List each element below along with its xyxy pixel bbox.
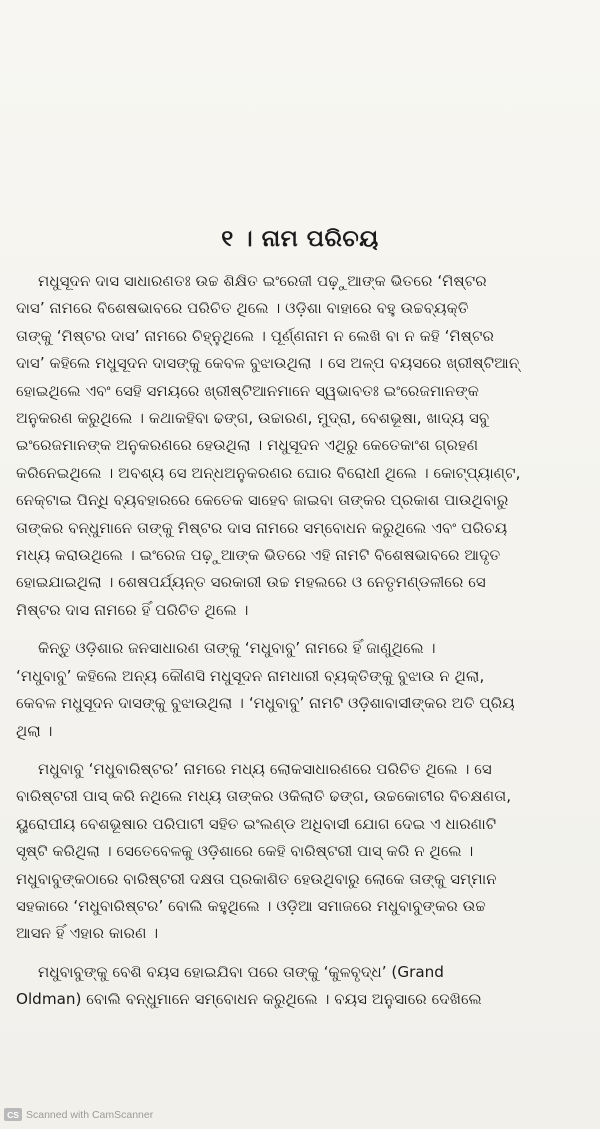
chapter-title: ୧ । ନାମ ପରିଚୟ [221, 226, 379, 252]
text-line: ସୃଷ୍ଟି କରିଥିଲା । ସେତେବେଳକୁ ଓଡ଼ିଶାରେ କେହି ବାରିଷ୍ଟରୀ ପାସ୍ କରି ନ ଥିଲେ । [16, 842, 474, 861]
text-line: ମଧ୍ୟ କରାଉଥିଲେ । ଇଂରେଜ ପଢ଼ୁଆଙ୍କ ଭିତରେ ଏହି ନାମଟି ବିଶେଷଭାବରେ ଆଦୃତ [16, 546, 501, 565]
paragraph [16, 635, 582, 745]
text-line: ବାରିଷ୍ଟରୀ ପାସ୍ କରି ନଥିଲେ ମଧ୍ୟ ତାଙ୍କର ଓକିଲାତି ଢଙ୍ଗ, ଉଚ୍ଚକୋଟୀର ବିଚକ୍ଷଣତା, [16, 787, 512, 806]
text-line: କିନ୍ତୁ ଓଡ଼ିଶାର ଜନସାଧାରଣ ତାଙ୍କୁ ‘ମଧୁବାବୁ’ ନାମରେ ହିଁ ଜାଣୁଥିଲେ । [38, 639, 436, 658]
text-line: Oldman) ବୋଲି ବନ୍ଧୁମାନେ ସମ୍ବୋଧନ କରୁଥିଲେ । ବୟସ ଅନୁସାରେ ଦେଖିଲେ [16, 990, 482, 1009]
text-line: ମିଷ୍ଟର ଦାସ ନାମରେ ହିଁ ପରିଚିତ ଥିଲେ । [16, 600, 249, 619]
watermark-text: Scanned with CamScanner [26, 1108, 154, 1121]
body-text [16, 268, 582, 1025]
text-line: ତାଙ୍କୁ ‘ମିଷ୍ଟର ଦାସ’ ନାମରେ ଚିହ୍ନୁଥିଲେ । ପୂର୍ଣ୍ଣନାମ ନ ଲେଖି ବା ନ କହି ‘ମିଷ୍ଟର [16, 326, 495, 345]
text-line: ଥିଲା । [16, 721, 53, 740]
text-line: ଆସନ ହିଁ ଏହାର କାରଣ । [16, 924, 159, 943]
camscanner-logo-icon: CS [4, 1108, 22, 1121]
scanner-watermark [4, 1108, 153, 1121]
text-line: ଦାସ’ କହିଲେ ମଧୁସୂଦନ ଦାସଙ୍କୁ କେବଳ ବୁଝାଉଥିଲା । ସେ ଅଳ୍ପ ବୟସରେ ଖ୍ରୀଷ୍ଟିଆନ୍ [16, 354, 520, 373]
text-line: ମଧୁସୂଦନ ଦାସ ସାଧାରଣତଃ ଉଚ୍ଚ ଶିକ୍ଷିତ ଇଂରେଜୀ ପଢ଼ୁଆଙ୍କ ଭିତରେ ‘ମିଷ୍ଟର [38, 272, 487, 290]
text-line: ହୋଇଥିଲେ ଏବଂ ସେହି ସମୟରେ ଖ୍ରୀଷ୍ଟିଆନମାନେ ସ୍ୱଭାବତଃ ଇଂରେଜମାନଙ୍କ [16, 381, 480, 400]
text-line: ତାଙ୍କର ବନ୍ଧୁମାନେ ତାଙ୍କୁ ମିଷ୍ଟର ଦାସ ନାମରେ ସମ୍ବୋଧନ କରୁଥିଲେ ଏବଂ ପରିଚୟ [16, 518, 508, 537]
text-line: ଦାସ’ ନାମରେ ବିଶେଷଭାବରେ ପରିଚିତ ଥିଲେ । ଓଡ଼ିଶା ବାହାରେ ବହୁ ଉଚ୍ଚବ୍ୟକ୍ତି [16, 299, 469, 318]
text-line: ନେକ୍‌ଟାଇ ପିନ୍ଧି ବ୍ୟବହାରରେ କେତେକ ସାହେବ ଜାଇବା ତାଙ୍କର ପ୍ରକାଶ ପାଉଥିବାରୁ [16, 491, 509, 510]
text-line: ସହକାରେ ‘ମଧୁବାରିଷ୍ଟର’ ବୋଲି କହୁଥିଲେ । ଓଡ଼ିଆ ସମାଜରେ ମଧୁବାବୁଙ୍କର ଉଚ୍ଚ [16, 896, 486, 915]
paragraph [16, 268, 582, 624]
text-line: ‘ମଧୁବାବୁ’ କହିଲେ ଅନ୍ୟ କୌଣସି ମଧୁସୂଦନ ନାମଧାରୀ ବ୍ୟକ୍ତିଙ୍କୁ ବୁଝାଉ ନ ଥିଲା, [16, 666, 485, 685]
text-line: ହୋଇଯାଇଥିଲା । ଶେଷପର୍ଯ୍ୟନ୍ତ ସରକାରୀ ଉଚ୍ଚ ମହଲରେ ଓ ନେତୃମଣ୍ଡଳୀରେ ସେ [16, 573, 486, 592]
text-line: ମଧୁବାବୁ ‘ମଧୁବାରିଷ୍ଟର’ ନାମରେ ମଧ୍ୟ ଲୋକସାଧାରଣରେ ପରିଚିତ ଥିଲେ । ସେ [38, 759, 492, 778]
text-line: ୟୁରୋପୀୟ ବେଶଭୂଷାର ପରିପାଟୀ ସହିତ ଇଂଲଣ୍ଡ ଅଧିବାସୀ ଯୋଗ ଦେଇ ଏ ଧାରଣାଟି [16, 814, 497, 833]
text-line: ମଧୁବାବୁଙ୍କୁ ବେଶି ବୟସ ହୋଇଯିବା ପରେ ତାଙ୍କୁ ‘କୁଳବୃଦ୍ଧ’ (Grand [38, 962, 444, 981]
text-line: ଇଂରେଜମାନଙ୍କ ଅନୁକରଣରେ ହେଉଥିଲା । ମଧୁସୂଦନ ଏଥିରୁ କେତେକାଂଶ ଗ୍ରହଣ [16, 436, 479, 455]
text-line: ମଧୁବାବୁଙ୍କଠାରେ ବାରିଷ୍ଟରୀ ଦକ୍ଷତା ପ୍ରକାଶିତ ହେଉଥିବାରୁ ଲୋକେ ତାଙ୍କୁ ସମ୍ମାନ [16, 869, 497, 888]
text-line: କରିନେଇଥିଲେ । ଅବଶ୍ୟ ସେ ଅନ୍ଧଅନୁକରଣର ଘୋର ବିରୋଧୀ ଥିଲେ । କୋଟ୍‌ପ୍ୟାଣ୍ଟ, [16, 463, 521, 482]
text-line: କେବଳ ମଧୁସୂଦନ ଦାସଙ୍କୁ ବୁଝାଉଥିଲା । ‘ମଧୁବାବୁ’ ନାମଟି ଓଡ଼ିଶାବାସୀଙ୍କର ଅତି ପ୍ରିୟ [16, 694, 515, 713]
paragraph [16, 756, 582, 948]
text-line: ଅନୁକରଣ କରୁଥିଲେ । କଥାକହିବା ଢଙ୍ଗ, ଉଚ୍ଚାରଣ, ମୁଦ୍ରା, ବେଶଭୂଷା, ଖାଦ୍ୟ ସବୁ [16, 409, 490, 428]
paragraph [16, 959, 582, 1014]
